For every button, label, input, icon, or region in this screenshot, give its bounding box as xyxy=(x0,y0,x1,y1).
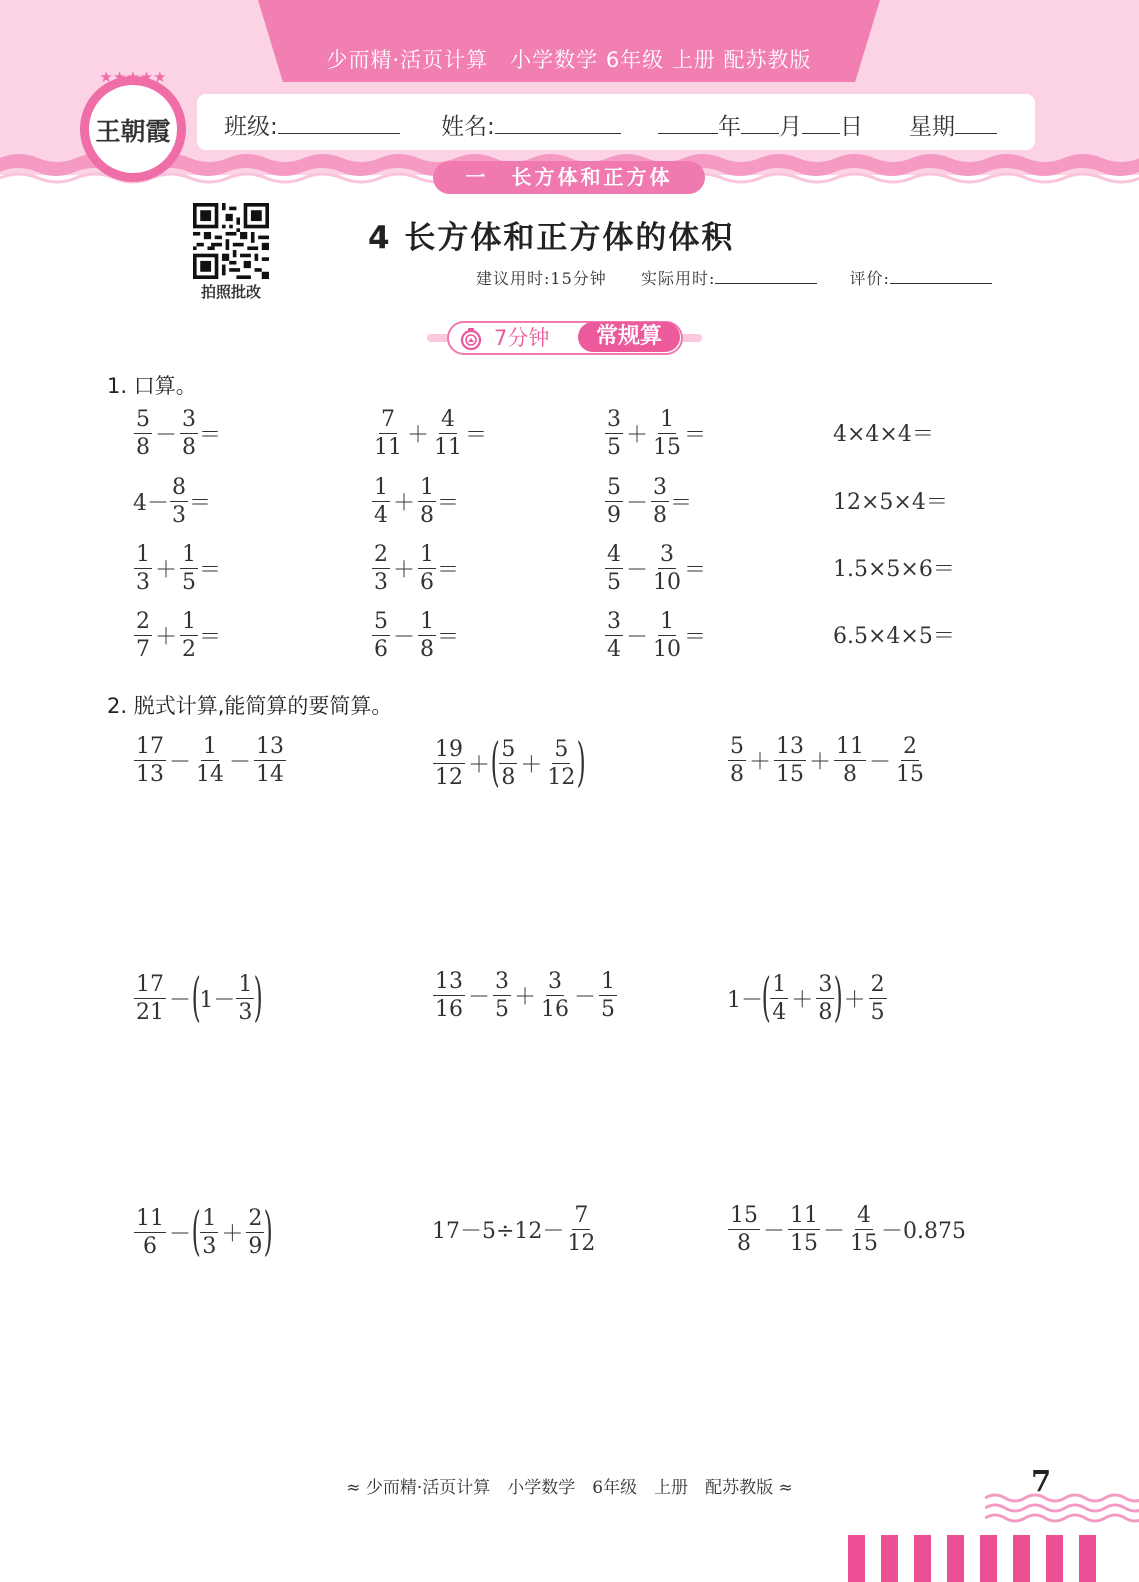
q2-expr-5: 13 16 － 3 5 ＋ 3 16 － 1 5 xyxy=(435,969,616,1022)
logo-stars-icon: ★★★★★ xyxy=(99,68,167,86)
q1-item: 4 5 － 3 10 ＝ xyxy=(607,542,707,595)
q1-item: 1 4 ＋ 1 8 ＝ xyxy=(374,475,460,528)
q1-item: 6.5×4×5＝ xyxy=(833,624,955,649)
q1-item: 5 9 － 3 8 ＝ xyxy=(607,475,693,528)
q1-item: 1.5×5×6＝ xyxy=(833,557,955,582)
q1-item: 7 11 ＋ 4 11 ＝ xyxy=(374,407,488,460)
footer-bar xyxy=(914,1535,931,1582)
footer-bar xyxy=(1079,1535,1096,1582)
logo-text: 王朝霞 xyxy=(95,117,171,146)
actual-time-label: 实际用时: xyxy=(640,269,716,288)
q1-item: 5 6 － 1 8 ＝ xyxy=(374,609,460,662)
qr-code-icon[interactable] xyxy=(193,203,269,279)
footer-bar xyxy=(848,1535,865,1582)
qr-label: 拍照批改 xyxy=(200,283,261,301)
footer-bar xyxy=(1046,1535,1063,1582)
footer-bar xyxy=(1013,1535,1030,1582)
lesson-title: 4 长方体和正方体的体积 xyxy=(368,220,735,256)
q1-item: 5 8 － 3 8 ＝ xyxy=(136,407,222,460)
q2-expr-1: 17 13 － 1 14 － 13 14 xyxy=(136,734,285,787)
q2-expr-9: 15 8 － 11 15 － 4 15 －0.875 xyxy=(730,1203,967,1256)
section-time: 7分钟 xyxy=(494,326,550,350)
q2-expr-8: 17－5÷12－ 7 12 xyxy=(432,1203,596,1256)
footer-bar xyxy=(947,1535,964,1582)
q1-item: 4×4×4＝ xyxy=(833,422,934,447)
q1-item: 12×5×4＝ xyxy=(833,490,948,515)
name-field[interactable]: 姓名: xyxy=(441,108,621,141)
evaluation-input[interactable] xyxy=(890,267,992,284)
suggested-time: 建议用时:15分钟 xyxy=(476,269,607,288)
q1-item: 4－ 8 3 ＝ xyxy=(133,475,212,528)
q2-expr-4: 17 21 － ( 1－ 1 3 ) xyxy=(136,968,264,1028)
q1-item: 1 3 ＋ 1 5 ＝ xyxy=(136,542,222,595)
q2-expr-2: 19 12 ＋ ( 5 8 ＋ 5 12 ) xyxy=(435,733,587,793)
clock-icon xyxy=(459,327,483,351)
q2-expr-7: 11 6 － ( 1 3 ＋ 2 9 ) xyxy=(136,1202,274,1262)
page-number: 7 xyxy=(1031,1464,1052,1498)
series-title: 少而精·活页计算 小学数学 6年级 上册 配苏教版 xyxy=(326,48,812,72)
q1-item: 3 4 － 1 10 ＝ xyxy=(607,609,707,662)
q1-item: 2 7 ＋ 1 2 ＝ xyxy=(136,609,222,662)
section-name: 常规算 xyxy=(578,322,680,352)
time-info xyxy=(476,266,992,289)
actual-time-input[interactable] xyxy=(715,267,817,284)
evaluation-label: 评价: xyxy=(849,269,890,288)
footer-bar xyxy=(980,1535,997,1582)
q1-heading: 1. 口算。 xyxy=(107,374,197,398)
q1-item: 2 3 ＋ 1 6 ＝ xyxy=(374,542,460,595)
date-field[interactable]: 年 月 日 xyxy=(658,108,863,141)
unit-label: 一 长方体和正方体 xyxy=(433,161,705,194)
class-field[interactable]: 班级: xyxy=(224,108,400,141)
footer-text: ≈ 少而精·活页计算 小学数学 6年级 上册 配苏教版 ≈ xyxy=(346,1478,793,1498)
q2-expr-6: 1－ ( 1 4 ＋ 3 8 ) ＋ 2 5 xyxy=(727,968,885,1028)
weekday-field[interactable]: 星期 xyxy=(909,108,997,141)
footer-bar xyxy=(881,1535,898,1582)
q2-expr-3: 5 8 ＋ 13 15 ＋ 11 8 － 2 15 xyxy=(730,734,925,787)
footer-wave xyxy=(985,1490,1139,1530)
q1-item: 3 5 ＋ 1 15 ＝ xyxy=(607,407,707,460)
q2-heading: 2. 脱式计算,能简算的要简算。 xyxy=(107,694,393,718)
